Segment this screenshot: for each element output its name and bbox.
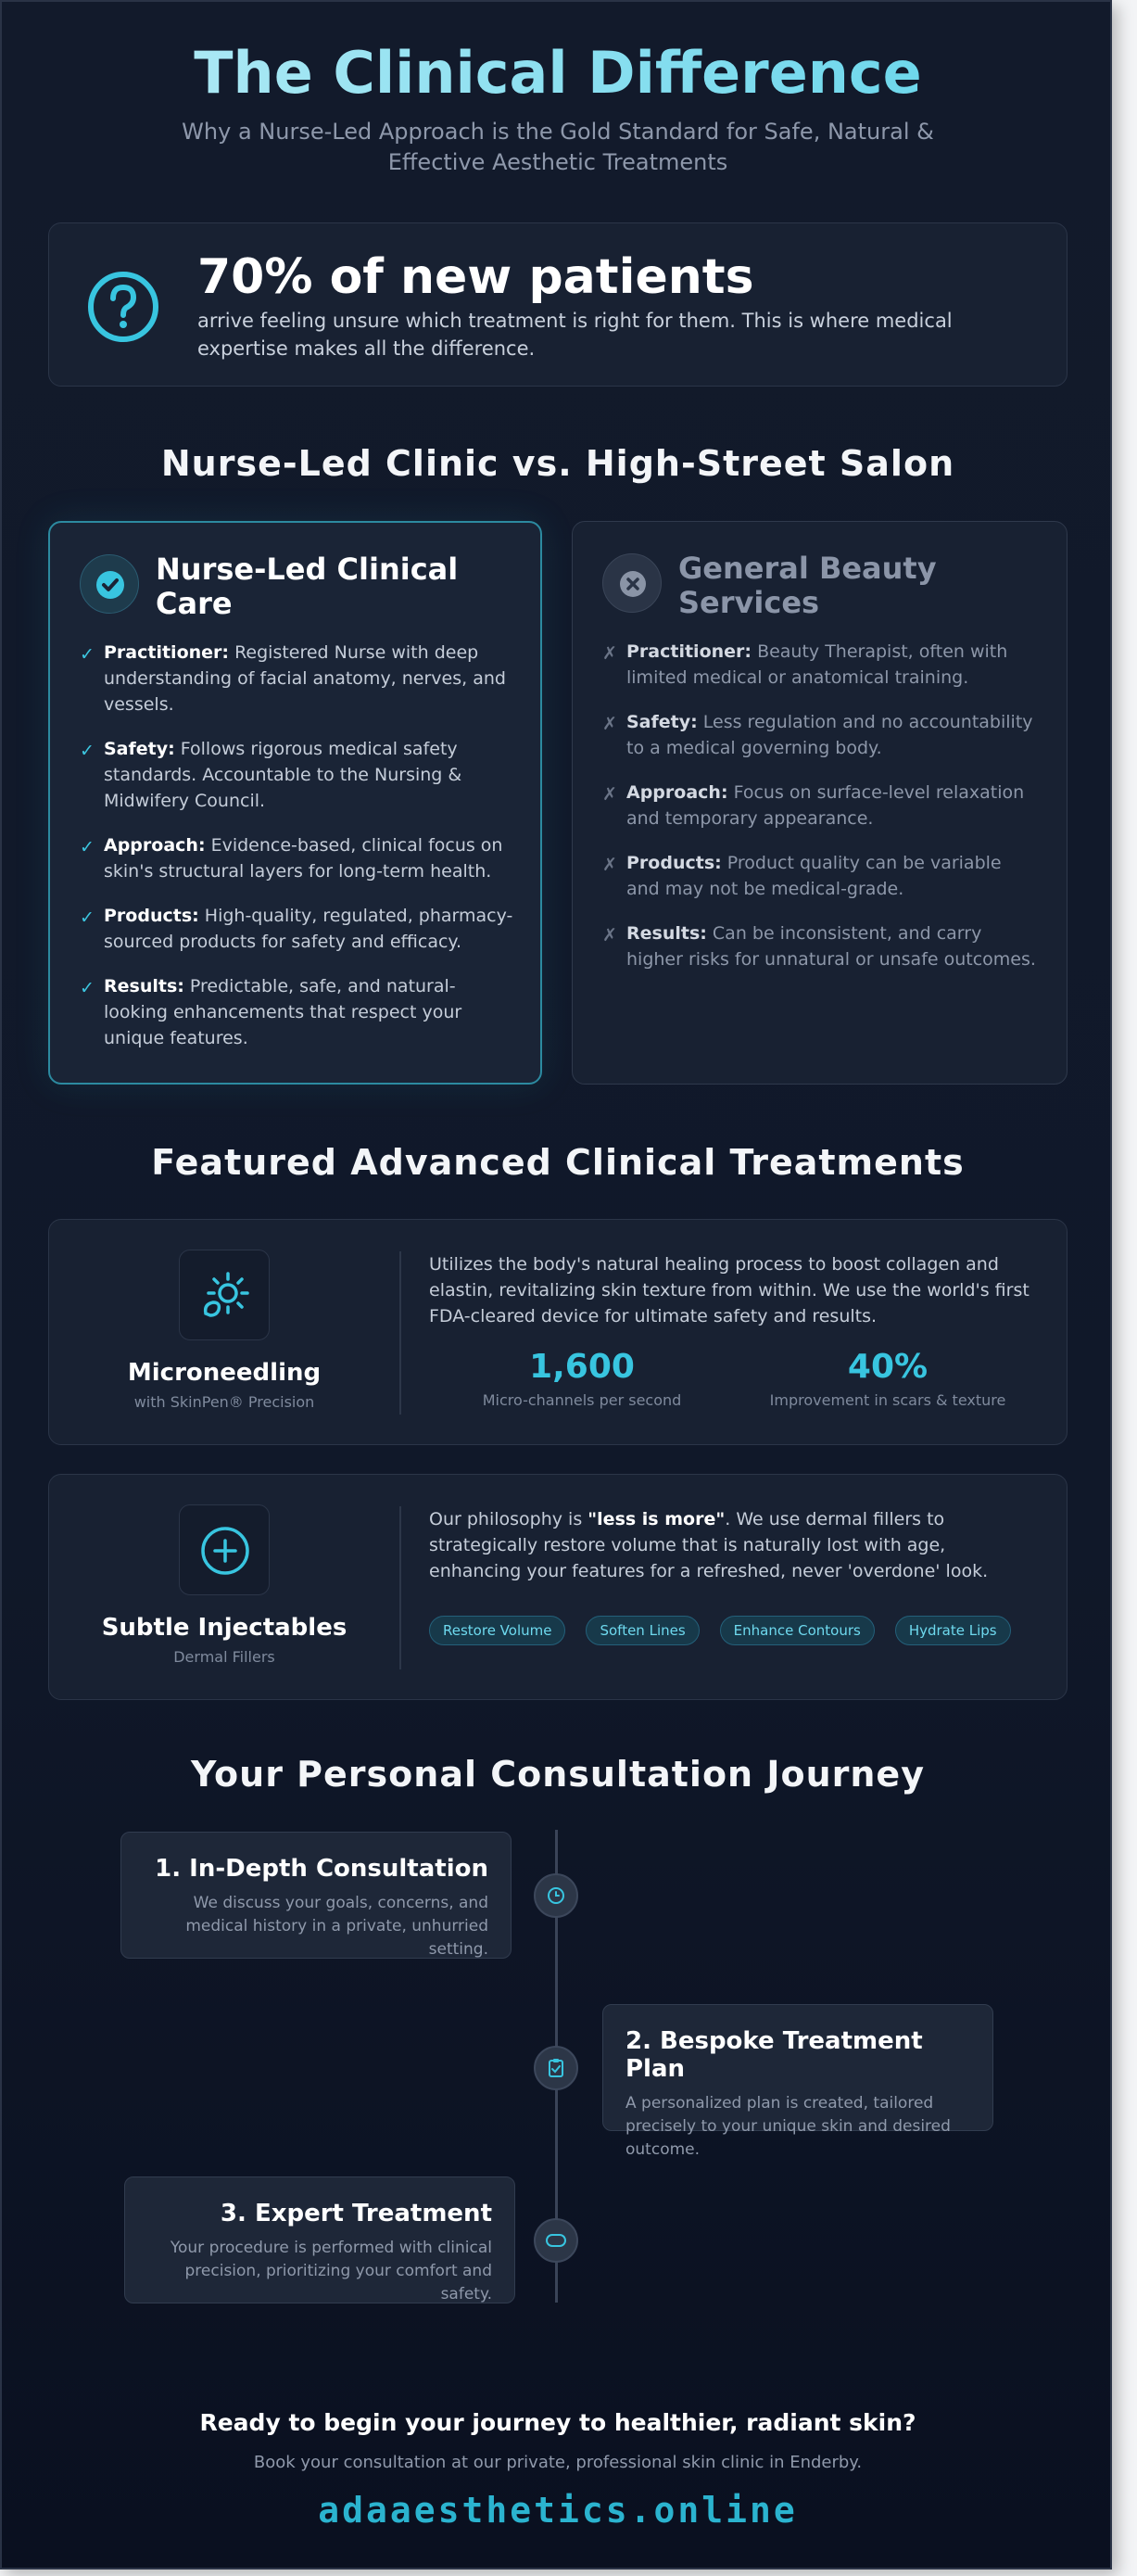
item-text: Can be inconsistent, and carry higher risks for unnatural or unsafe outcomes. — [626, 923, 1036, 970]
metric-improvement — [735, 1348, 1041, 1409]
journey-heading: Your Personal Consultation Journey — [191, 1754, 925, 1795]
cta-heading: Ready to begin your journey to healthier, radiant skin? — [199, 2409, 916, 2436]
checkmark-icon: ✓ — [80, 907, 95, 928]
list-item — [80, 640, 515, 717]
step-text: We discuss your goals, concerns, and medical history in a private, unhurried setting. — [185, 1894, 488, 1959]
item-label: Products: — [104, 906, 199, 926]
item-text: Follows rigorous medical safety standards. Accountable to the Nursing & Midwifery Council. — [104, 739, 462, 811]
beauty-services-card — [572, 521, 1068, 1085]
plus-circle-icon — [179, 1504, 270, 1595]
clock-icon — [534, 1873, 578, 1918]
item-label: Safety: — [104, 739, 175, 759]
item-text: Registered Nurse with deep understanding of facial anatomy, nerves, and vessels. — [104, 642, 506, 715]
cross-icon: ✗ — [602, 643, 617, 664]
desc-part: . We use dermal fillers to strategically restore volume that is naturally lost with age, enhancing your features for a refreshed, never 'overdone' look. — [429, 1509, 989, 1581]
item-text: Focus on surface-level relaxation and temporary appearance. — [626, 782, 1025, 829]
treatment-subtitle: with SkinPen® Precision — [133, 1393, 315, 1411]
list-item — [80, 903, 515, 955]
sun-sparkle-icon — [179, 1250, 270, 1340]
tag: Restore Volume — [429, 1616, 565, 1645]
checkmark-icon: ✓ — [80, 741, 95, 761]
metric-label: Micro-channels per second — [482, 1391, 682, 1409]
divider — [399, 1251, 401, 1415]
checkmark-icon: ✓ — [80, 837, 95, 857]
checkmark-icon: ✓ — [80, 978, 95, 998]
treatment-name: Microneedling — [127, 1359, 322, 1387]
list-item — [80, 736, 515, 814]
item-text: Evidence-based, clinical focus on skin's structural layers for long-term health. — [104, 835, 503, 882]
item-text: Product quality can be variable and may not be medical-grade. — [626, 853, 1002, 899]
metric-channels — [429, 1348, 735, 1409]
item-label: Results: — [626, 923, 707, 944]
item-label: Practitioner: — [626, 641, 752, 662]
item-label: Safety: — [626, 712, 698, 732]
item-label: Practitioner: — [104, 642, 230, 663]
list-item — [80, 973, 515, 1051]
question-circle-icon — [86, 270, 160, 344]
desc-part: Our philosophy is — [429, 1509, 588, 1529]
cross-icon: ✗ — [602, 714, 617, 734]
cross-icon: ✗ — [602, 925, 617, 945]
treatment-name: Subtle Injectables — [101, 1614, 347, 1642]
page-title: The Clinical Difference — [2, 39, 1112, 107]
stat-text: arrive feeling unsure which treatment is right for them. This is where medical expertise makes all the difference. — [197, 310, 953, 360]
beauty-services-list — [602, 639, 1038, 991]
website-link[interactable]: adaaesthetics.online — [318, 2490, 798, 2531]
treatment-subtitle: Dermal Fillers — [173, 1648, 275, 1666]
treatment-description — [429, 1506, 1041, 1584]
metric-value: 40% — [847, 1348, 929, 1386]
stat-value: 70% of new patients — [197, 249, 754, 305]
step-title: 3. Expert Treatment — [220, 2200, 492, 2227]
tag: Soften Lines — [586, 1616, 699, 1645]
journey-step-3 — [124, 2176, 515, 2303]
journey-step-2 — [602, 2004, 993, 2159]
journey-step-1 — [120, 1832, 512, 1959]
item-text: High-quality, regulated, pharmacy-sourced products for safety and efficacy. — [104, 906, 513, 952]
list-item — [602, 639, 1038, 691]
list-item — [80, 832, 515, 884]
item-label: Results: — [104, 976, 184, 996]
item-text: Predictable, safe, and natural-looking enhancements that respect your unique features. — [104, 976, 462, 1048]
nurse-led-title: Nurse-Led Clinical Care — [156, 552, 459, 621]
capsule-icon — [534, 2218, 578, 2263]
check-circle-icon — [80, 554, 139, 614]
comparison-heading: Nurse-Led Clinic vs. High-Street Salon — [160, 443, 955, 484]
item-text: Beauty Therapist, often with limited medical or anatomical training. — [626, 641, 1008, 688]
list-item — [602, 780, 1038, 831]
item-label: Approach: — [104, 835, 206, 856]
stat-card — [48, 222, 1068, 387]
microneedling-card — [48, 1219, 1068, 1445]
cta-subtext: Book your consultation at our private, professional skin clinic in Enderby. — [253, 2453, 863, 2472]
desc-emphasis: "less is more" — [587, 1509, 726, 1529]
metric-label: Improvement in scars & texture — [769, 1391, 1006, 1409]
item-label: Products: — [626, 853, 722, 873]
checkmark-icon: ✓ — [80, 644, 95, 665]
tag: Enhance Contours — [720, 1616, 875, 1645]
injectables-card — [48, 1474, 1068, 1700]
divider — [399, 1506, 401, 1669]
item-text: Less regulation and no accountability to a medical governing body. — [626, 712, 1033, 758]
item-label: Approach: — [626, 782, 728, 803]
beauty-services-title: General Beauty Services — [678, 551, 937, 620]
clipboard-check-icon — [534, 2046, 578, 2090]
page-subtitle: Why a Nurse-Led Approach is the Gold Standard for Safe, Natural & Effective Aesthetic Treatments — [182, 119, 934, 175]
cross-icon: ✗ — [602, 855, 617, 875]
treatment-description: Utilizes the body's natural healing process to boost collagen and elastin, revitalizing skin texture from within. We use the world's first FDA-cleared device for ultimate safety and results. — [429, 1254, 1030, 1326]
treatments-heading: Featured Advanced Clinical Treatments — [151, 1142, 965, 1183]
nurse-led-card — [48, 521, 542, 1085]
step-title: 1. In-Depth Consultation — [155, 1855, 488, 1883]
step-text: A personalized plan is created, tailored precisely to your unique skin and desired outcome. — [625, 2094, 951, 2159]
step-text: Your procedure is performed with clinical precision, prioritizing your comfort and safety. — [170, 2239, 492, 2303]
nurse-led-list — [80, 640, 515, 1070]
list-item — [602, 850, 1038, 902]
metric-value: 1,600 — [529, 1348, 635, 1386]
x-circle-icon — [602, 553, 662, 613]
list-item — [602, 709, 1038, 761]
benefit-tags — [429, 1616, 1031, 1645]
tag: Hydrate Lips — [895, 1616, 1011, 1645]
step-title: 2. Bespoke Treatment Plan — [625, 2027, 923, 2083]
list-item — [602, 920, 1038, 972]
cross-icon: ✗ — [602, 784, 617, 805]
